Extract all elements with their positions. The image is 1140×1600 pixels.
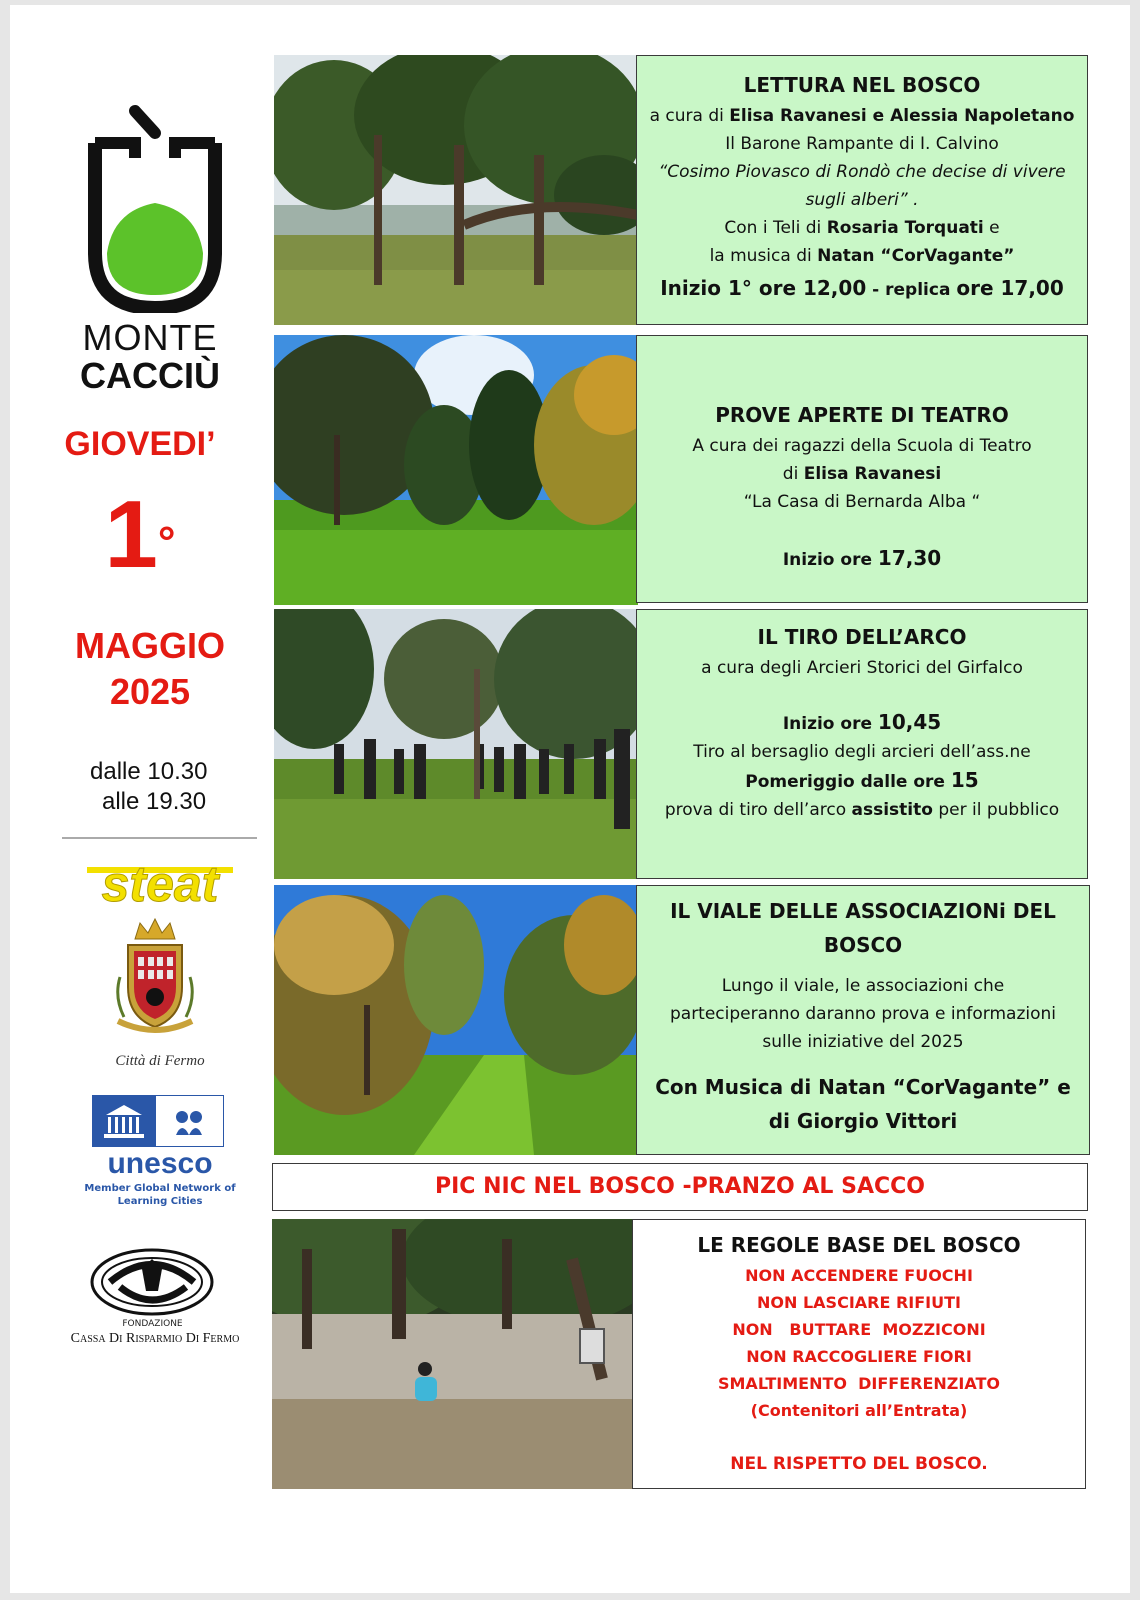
rules-footer: NEL RISPETTO DEL BOSCO. [730,1454,988,1474]
rule-item: (Contenitori all’Entrata) [750,1401,968,1420]
hours-from: dalle 10.30 [90,758,208,785]
event-archery-line-2: Tiro al bersaglio degli arcieri dell’ass.ne [693,742,1031,762]
event-associations-music-2: di Giorgio Vittori [768,1109,958,1133]
unesco-logo [92,1095,224,1147]
event-associations-music-1: Con Musica di Natan “CorVagante” e [655,1075,1071,1099]
divider [62,837,257,839]
event-reading-start: Inizio 1° ore 12,00 - replica ore 17,00 [660,276,1064,300]
steat-logo [85,845,235,909]
event-theatre-box [636,335,1088,603]
event-reading-book: Il Barone Rampante di I. Calvino [725,134,999,154]
event-reading-box [636,55,1088,325]
steat-logo-icon [85,845,235,909]
photo-theatre-meadow [274,335,638,605]
city-caption: Città di Fermo [115,1053,205,1069]
weekday: GIOVEDI’ [64,425,216,463]
event-theatre-start: Inizio ore 17,30 [782,546,942,570]
day-number: 1° [104,481,176,588]
photo-child-in-woods [272,1219,638,1489]
event-archery-start: Inizio ore 10,45 [782,710,942,734]
unesco-wordmark: unesco [107,1147,213,1180]
event-reading-quote-2: sugli alberi” . [805,190,919,210]
event-archery-afternoon: Pomeriggio dalle ore 15 [745,768,979,792]
rule-item: NON ACCENDERE FUOCHI [745,1266,973,1285]
brand-line-1: MONTE [82,317,218,358]
hours-to: alle 19.30 [102,788,207,815]
foundation-small: FONDAZIONE [122,1319,183,1329]
event-reading-quote-1: “Cosimo Piovasco di Rondò che decise di vivere [658,162,1066,182]
steat-wordmark: steat [101,856,219,909]
cassa-risparmio-logo [90,1247,215,1317]
event-associations-line-2: parteciperanno daranno prova e informazioni [669,1004,1057,1024]
foundation-name: Cassa Di Risparmio Di Fermo [70,1331,240,1346]
event-associations-title-1: IL VIALE DELLE ASSOCIAZIONi DEL [670,899,1056,923]
event-associations-line-1: Lungo il viale, le associazioni che [721,976,1005,996]
event-reading-teli: Con i Teli di Rosaria Torquati e [724,218,1000,238]
rules-title: LE REGOLE BASE DEL BOSCO [697,1233,1021,1257]
monte-caccu-logo [85,103,225,313]
unesco-sub-1: Member Global Network of [84,1183,236,1194]
photo-associations-path [274,885,638,1155]
fermo-coat-of-arms [110,917,200,1039]
event-reading-curated: a cura di Elisa Ravanesi e Alessia Napoletano [649,106,1075,126]
event-associations-title-2: BOSCO [823,933,903,957]
event-reading-title: LETTURA NEL BOSCO [743,73,981,97]
photo-archery-crowd [274,609,638,879]
cassa-seal-icon [90,1247,215,1317]
event-theatre-line-1: A cura dei ragazzi della Scuola di Teatro [692,436,1032,456]
event-associations-line-3: sulle iniziative del 2025 [762,1032,964,1052]
event-archery-title: IL TIRO DELL’ARCO [757,625,967,649]
month: MAGGIO [75,625,225,666]
event-archery-box [636,609,1088,879]
rule-item: NON RACCOGLIERE FIORI [746,1347,972,1366]
rule-item: NON LASCIARE RIFIUTI [757,1293,961,1312]
event-archery-line-3: prova di tiro dell’arco assistito per il pubblico [664,800,1060,820]
rule-item: NON BUTTARE MOZZICONI [732,1320,986,1339]
poster [10,5,1130,1593]
coat-of-arms-icon [110,917,200,1039]
event-associations-box [636,885,1090,1155]
event-theatre-line-2: di Elisa Ravanesi [782,464,942,484]
unesco-sub-2: Learning Cities [117,1196,203,1207]
picnic-banner [272,1163,1088,1211]
brand-line-2: CACCIÙ [80,355,220,396]
logo-emblem-icon [85,103,225,313]
event-theatre-line-3: “La Casa di Bernarda Alba “ [743,492,981,512]
year: 2025 [109,671,191,712]
unesco-temple-icon [92,1095,224,1147]
rule-item: SMALTIMENTO DIFFERENZIATO [717,1374,1000,1393]
forest-rules-box [632,1219,1086,1489]
event-theatre-title: PROVE APERTE DI TEATRO [715,403,1009,427]
photo-reading-in-woods [274,55,638,325]
event-reading-music: la musica di Natan “CorVagante” [709,246,1015,266]
event-archery-line-1: a cura degli Arcieri Storici del Girfalco [701,658,1023,678]
picnic-text: PIC NIC NEL BOSCO -PRANZO AL SACCO [435,1174,925,1199]
